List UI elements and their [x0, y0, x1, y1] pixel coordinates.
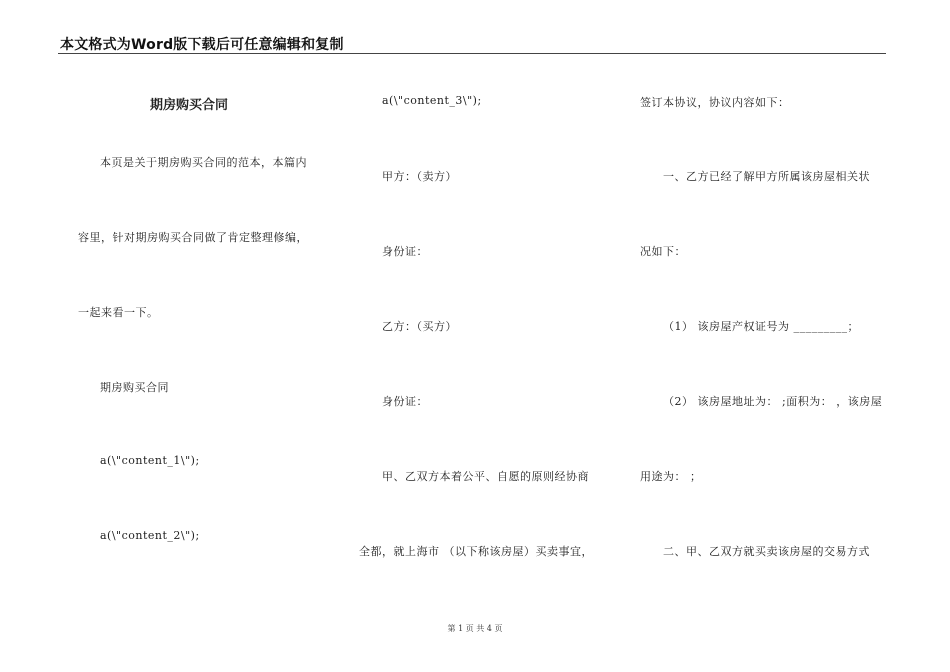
paragraph-line: 期房购买合同	[100, 381, 169, 394]
paragraph-line: 全都，就上海市 （以下称该房屋）买卖事宜，	[359, 545, 593, 558]
paragraph-line: 用途为： ；	[640, 470, 702, 483]
paragraph-line: 乙方：（买方）	[382, 320, 457, 333]
paragraph-line: 甲、乙双方本着公平、自愿的原则经协商	[382, 470, 589, 483]
page-footer: 第 1 页 共 4 页	[447, 624, 503, 633]
document-title: 期房购买合同	[150, 98, 229, 113]
paragraph-line: 况如下：	[640, 245, 686, 258]
paragraph-line: 甲方：（卖方）	[382, 170, 457, 183]
paragraph-line: 容里，针对期房购买合同做了肯定整理修编，	[78, 231, 308, 244]
paragraph-line: a(\"content_1\");	[100, 454, 200, 467]
paragraph-line: a(\"content_2\");	[100, 529, 200, 542]
paragraph-line: 一、乙方已经了解甲方所属该房屋相关状	[663, 170, 870, 183]
header-divider	[58, 53, 886, 54]
paragraph-line: 本页是关于期房购买合同的范本，本篇内	[100, 156, 307, 169]
paragraph-line: 二、甲、乙双方就买卖该房屋的交易方式	[663, 545, 870, 558]
paragraph-line: （2） 该房屋地址为： ;面积为： ，该房屋	[663, 395, 883, 408]
paragraph-line: 一起来看一下。	[78, 306, 159, 319]
paragraph-line: a(\"content_3\");	[382, 94, 482, 107]
page-header: 本文格式为Word版下载后可任意编辑和复制	[60, 37, 344, 53]
paragraph-line: （1） 该房屋产权证号为 _________；	[663, 320, 859, 333]
paragraph-line: 身份证：	[382, 395, 428, 408]
paragraph-line: 签订本协议，协议内容如下：	[640, 96, 790, 109]
paragraph-line: 身份证：	[382, 245, 428, 258]
